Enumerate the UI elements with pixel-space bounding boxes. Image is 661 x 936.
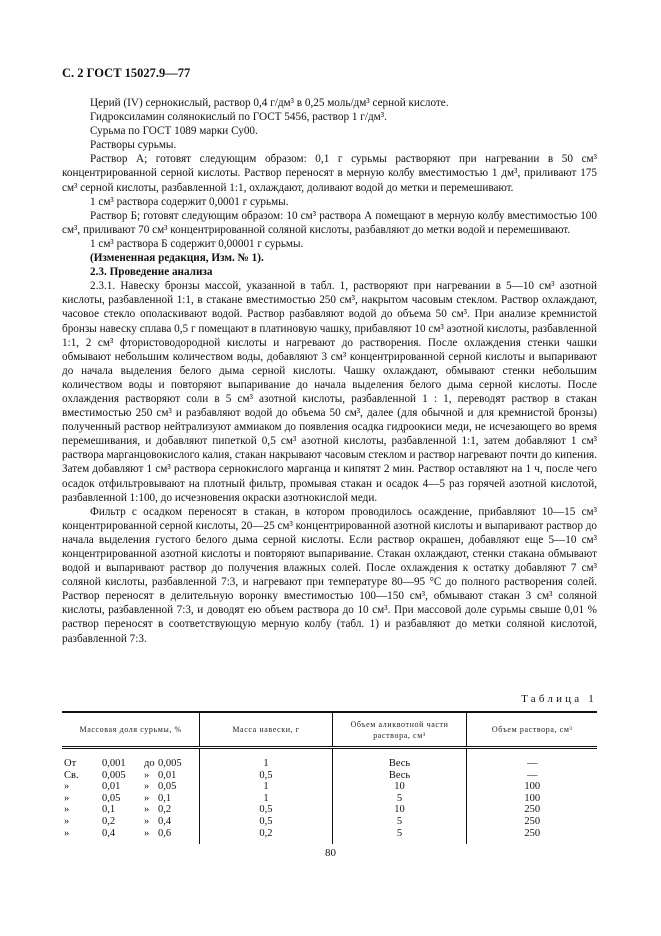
range-to: 0,4 bbox=[158, 815, 172, 827]
column-header: Объем аликвотной части раствора, см³ bbox=[332, 712, 467, 748]
cell-mass: 1 bbox=[200, 793, 332, 805]
range-prefix: » bbox=[64, 781, 70, 793]
table-row bbox=[62, 770, 597, 782]
range-to-prefix: » bbox=[144, 815, 150, 827]
range-from: 0,4 bbox=[102, 827, 116, 839]
range-prefix: Св. bbox=[64, 769, 79, 781]
range-prefix: » bbox=[64, 827, 70, 839]
range-from: 0,01 bbox=[102, 781, 121, 793]
page-header: С. 2 ГОСТ 15027.9—77 bbox=[62, 66, 191, 80]
range-prefix: » bbox=[64, 792, 70, 804]
range-prefix: » bbox=[64, 815, 70, 827]
paragraph: Раствор А; готовят следующим образом: 0,1 г сурьмы растворяют при нагревании в 50 см³ концентрированной серной кислоты. Раствор переносят в мерную колбу вместимостью 1 дм³, приливают 175 см³ серной кислоты, разбавленной 1:1, охлаждают, доливают водой до метки и перемешивают. bbox=[62, 153, 597, 194]
paragraph: 1 см³ раствора содержит 0,0001 г сурьмы. bbox=[90, 195, 289, 208]
table-row bbox=[62, 804, 597, 816]
cell-volume: — bbox=[467, 748, 597, 770]
table-row bbox=[62, 781, 597, 793]
paragraph: 1 см³ раствора Б содержит 0,00001 г сурьмы. bbox=[90, 237, 304, 250]
cell-aliquot: 10 bbox=[332, 781, 467, 793]
range-to-prefix: » bbox=[144, 827, 150, 839]
cell-volume: — bbox=[467, 770, 597, 782]
cell-volume: 250 bbox=[467, 828, 597, 845]
cell-volume: 100 bbox=[467, 781, 597, 793]
column-header: Массовая доля сурьмы, % bbox=[62, 712, 200, 748]
column-header: Объем раствора, см³ bbox=[467, 712, 597, 748]
cell-mass: 0,2 bbox=[200, 828, 332, 845]
cell-range bbox=[62, 748, 200, 770]
paragraph: Церий (IV) сернокислый, раствор 0,4 г/дм³ в 0,25 моль/дм³ серной кислоте. bbox=[90, 97, 449, 109]
cell-range bbox=[62, 816, 200, 828]
range-from: 0,2 bbox=[102, 815, 116, 827]
page-number: 80 bbox=[325, 847, 336, 859]
range-from: 0,001 bbox=[102, 758, 126, 769]
range-to-prefix: » bbox=[144, 769, 150, 781]
cell-range bbox=[62, 804, 200, 816]
cell-aliquot: 5 bbox=[332, 793, 467, 805]
table-row bbox=[62, 748, 597, 770]
cell-mass: 0,5 bbox=[200, 816, 332, 828]
table-row bbox=[62, 816, 597, 828]
cell-aliquot: 5 bbox=[332, 828, 467, 845]
table-1 bbox=[62, 711, 597, 844]
cell-range bbox=[62, 770, 200, 782]
range-from: 0,005 bbox=[102, 769, 126, 781]
paragraph: Раствор Б; готовят следующим образом: 10 см³ раствора А помещают в мерную колбу вместимостью 100 см³, приливают 70 см³ концентрированной соляной кислоты, разбавляют до метки водой и перемешивают. bbox=[62, 209, 597, 236]
cell-volume: 100 bbox=[467, 793, 597, 805]
paragraph: Фильтр с осадком переносят в стакан, в котором проводилось осаждение, прибавляют 10—15 см³ концентрированной серной кислоты, 20—25 см³ концентрированной азотной кислоты и выпаривают раствор до начала выделения густого белого дыма серной кислоты. Если раствор окрашен, добавляют еще 5—10 см³ концентрированной азотной кислоты и повторяют выпаривание. Стакан охлаждают, стенки стакана обмывают водой и выпаривают раствор до получения влажных солей. После охлаждения к остатку добавляют 7 см³ соляной кислоты, разбавленной 7:3, и нагревают при температуре 80—95 °С до полного растворения солей. Раствор переносят в делительную воронку вместимостью 100—150 см³, обмывают стакан 3 см³ соляной кислоты, разбавленной 7:3, и доводят ею объем раствора до 10 см³. При массовой доле сурьмы свыше 0,01 % раствор переносят в соответствующую мерную колбу (табл. 1) и разбавляют до метки соляной кислотой, разбавленной 7:3. bbox=[62, 505, 597, 645]
range-to-prefix: до bbox=[144, 758, 155, 769]
range-to: 0,6 bbox=[158, 827, 172, 839]
cell-aliquot: Весь bbox=[332, 770, 467, 782]
range-to: 0,05 bbox=[158, 781, 177, 793]
cell-mass: 1 bbox=[200, 748, 332, 770]
range-from: 0,05 bbox=[102, 792, 121, 804]
cell-mass: 0,5 bbox=[200, 770, 332, 782]
body-text bbox=[62, 96, 597, 646]
table-row bbox=[62, 828, 597, 845]
range-to-prefix: » bbox=[144, 781, 150, 793]
range-to-prefix: » bbox=[144, 804, 150, 816]
column-header: Масса навески, г bbox=[200, 712, 332, 748]
cell-volume: 250 bbox=[467, 816, 597, 828]
paragraph: Гидроксиламин солянокислый по ГОСТ 5456, раствор 1 г/дм³. bbox=[90, 111, 387, 124]
range-to: 0,005 bbox=[158, 758, 182, 769]
range-to: 0,2 bbox=[158, 804, 172, 816]
section-heading: (Измененная редакция, Изм. № 1). bbox=[90, 252, 264, 265]
range-prefix: » bbox=[64, 804, 70, 816]
cell-aliquot: 10 bbox=[332, 804, 467, 816]
table-header-row bbox=[62, 712, 597, 748]
cell-mass: 1 bbox=[200, 781, 332, 793]
range-to: 0,1 bbox=[158, 792, 172, 804]
table-row bbox=[62, 793, 597, 805]
cell-aliquot: 5 bbox=[332, 816, 467, 828]
cell-range bbox=[62, 793, 200, 805]
table-caption: Таблица 1 bbox=[521, 693, 597, 705]
range-to-prefix: » bbox=[144, 792, 150, 804]
range-from: 0,1 bbox=[102, 804, 116, 816]
cell-mass: 0,5 bbox=[200, 804, 332, 816]
cell-range bbox=[62, 781, 200, 793]
paragraph: Сурьма по ГОСТ 1089 марки Су00. bbox=[90, 125, 258, 138]
section-heading: 2.3. Проведение анализа bbox=[90, 266, 213, 279]
cell-volume: 250 bbox=[467, 804, 597, 816]
cell-aliquot: Весь bbox=[332, 748, 467, 770]
range-to: 0,01 bbox=[158, 769, 177, 781]
range-prefix: От bbox=[64, 758, 77, 769]
cell-range bbox=[62, 828, 200, 845]
paragraph: 2.3.1. Навеску бронзы массой, указанной в табл. 1, растворяют при нагревании в 5—10 см³ азотной кислоты, разбавленной 1:1, в стакане вместимостью 250 см³, накрытом часовым стеклом. Раствор охлаждают, часовое стекло ополаскивают водой. Раствор разбавляют водой до объема 50 см³. При анализе кремнистой бронзы навеску сплава 0,5 г помещают в платиновую чашку, прибавляют 10 см³ азотной кислоты, разбавленной 1:1, 2 см³ фтористоводородной кислоты и нагревают до растворения. После охлаждения стенки чашки обмывают небольшим количеством воды, добавляют 3 см³ концентрированной серной кислоты и выпаривают до начала выделения белого дыма серной кислоты. Чашку охлаждают, обмывают стенки небольшим количеством воды и повторяют выпаривание до начала выделения белого дыма серной кислоты. После охлаждения растворяют соли в 5 см³ азотной кислоты, разбавленной 1 : 1, переводят раствор в стакан вместимостью 250 см³ и разбавляют водой до объема 50 см³, далее (для обычной и для кремнистой бронзы) полученный раствор нейтрализуют аммиаком до появления осадка гидроокиси меди, не исчезающего во время перемешивания, и добавляют пипеткой 0,5 см³ азотной кислоты, разбавленной 1:1, затем добавляют 1 см³ раствора марганцовокислого калия, стакан накрывают часовым стеклом и раствор нагревают почти до кипения. Затем добавляют 1 см³ раствора сернокислого марганца и кипятят 2 мин. Раствор оставляют на 1 ч, после чего осадок отфильтровывают на плотный фильтр, промывая стакан и осадок 4—5 раз горячей азотной кислотой, разбавленной 1:100, до исчезновения окраски азотнокислой меди. bbox=[62, 280, 597, 504]
paragraph: Растворы сурьмы. bbox=[90, 139, 177, 152]
